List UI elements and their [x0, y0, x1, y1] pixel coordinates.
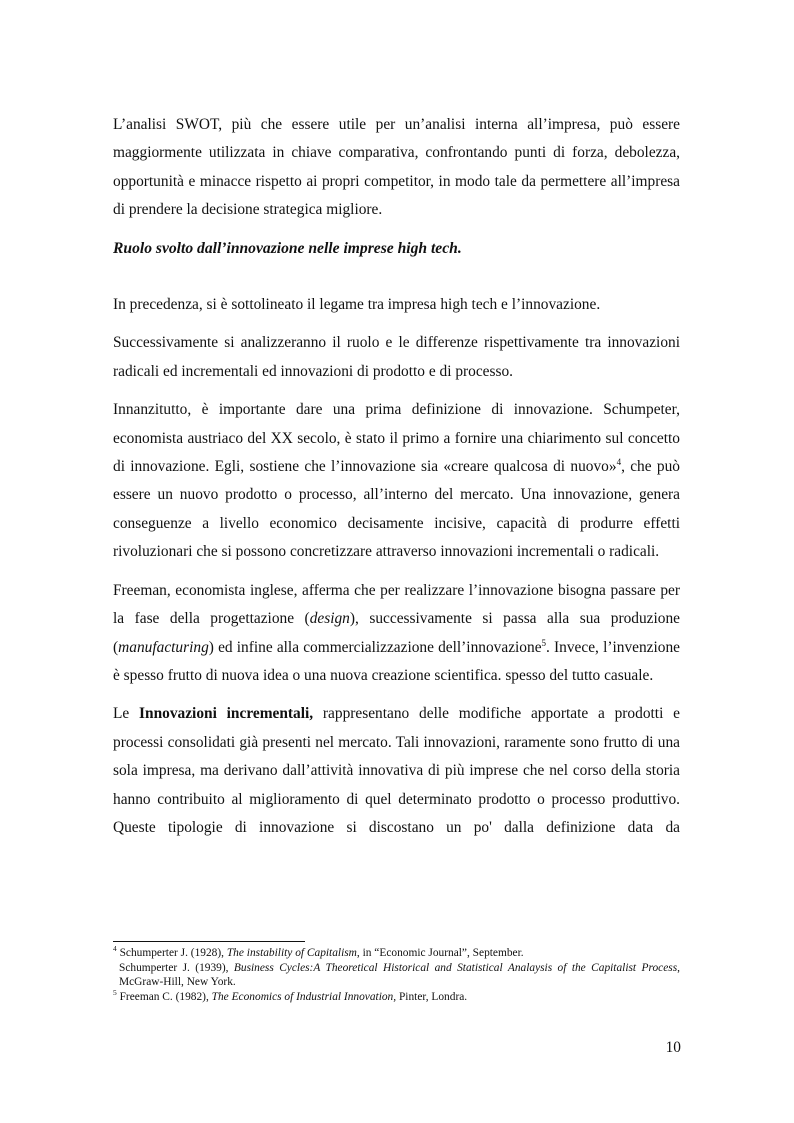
text-span: ) ed infine alla commercializzazione dell’innovazione	[208, 638, 542, 656]
text-span: Pinter, Londra.	[396, 990, 468, 1003]
section-heading: Ruolo svolto dall’innovazione nelle imprese high tech.	[113, 239, 462, 257]
paragraph-successivamente: Successivamente si analizzeranno il ruolo e le differenze rispettivamente tra innovazioni radicali ed incrementali ed innovazioni di prodotto e di processo.	[113, 334, 680, 380]
footnote-number: 5	[113, 987, 117, 997]
text-span: Freeman C. (1982),	[116, 990, 212, 1003]
bold-term: Innovazioni incrementali,	[139, 705, 314, 723]
italic-term-design: design	[309, 610, 350, 628]
text-span: Schumperter J. (1928),	[116, 947, 227, 959]
footnotes	[113, 946, 680, 1004]
text-span: ), successivamente si passa alla sua produzione (	[113, 610, 680, 656]
text-span: , McGraw-Hill, New York.	[119, 961, 680, 989]
page-number: 10	[665, 1039, 681, 1056]
text-span: Le	[113, 705, 140, 723]
paragraph-precedenza: In precedenza, si è sottolineato il legame tra impresa high tech e l’innovazione.	[113, 296, 601, 314]
footnote-ref-4: 4	[616, 456, 622, 467]
italic-term-manufacturing: manufacturing	[118, 638, 209, 656]
text-span: Freeman, economista inglese, afferma che per realizzare l’innovazione bisogna passare per la fase della progettazione (	[113, 581, 680, 628]
footnote-4b	[113, 961, 680, 990]
paragraph-swot: L’analisi SWOT, più che essere utile per un’analisi interna all’impresa, può essere maggiormente utilizzata in chiave comparativa, confrontando punti di forza, debolezza, opportunità e minacce rispetto ai propri competitor, in modo tale da permettere all’impresa di prendere la decisione strategica migliore.	[113, 116, 680, 219]
paragraph-innanzitutto	[113, 396, 680, 566]
text-span: , che può essere un nuovo prodotto o processo, all’interno del mercato. Una innovazione, genera conseguenze a livello economico decisamente incisive, capacità di produrre effetti rivoluzionari che si possono concretizzare attraverso innovazioni incrementali o radicali.	[113, 458, 680, 561]
text-span: Schumperter J. (1939),	[119, 961, 234, 974]
footnote-4a	[113, 946, 680, 961]
footnote-separator	[113, 941, 305, 942]
body-text	[113, 111, 680, 852]
paragraph-freeman	[113, 577, 680, 691]
footnote-title: The instability of Capitalism	[226, 947, 357, 959]
text-span: . Invece, l’invenzione è spesso frutto di nuova idea o una nuova creazione scientifica. spesso del tutto casuale.	[113, 638, 680, 684]
footnote-title: Business Cycles:A Theoretical Historical and Statistical Analaysis of the Capitalist Process	[233, 961, 678, 974]
footnote-number: 4	[113, 944, 117, 954]
footnote-title: The Economics of Industrial Innovation,	[211, 990, 397, 1003]
footnote-ref-5: 5	[541, 637, 547, 648]
footnote-5	[113, 987, 680, 1005]
text-span: Innanzitutto, è importante dare una prima definizione di innovazione. Schumpeter, economista austriaco del XX secolo, è stato il primo a fornire una chiarimento sul concetto di innovazione. Egli, sostiene che l’innovazione sia «creare qualcosa di nuovo»	[113, 401, 680, 476]
text-span: rappresentano delle modifiche apportate a prodotti e processi consolidati già presenti nel mercato. Tali innovazioni, raramente sono frutto di una sola impresa, ma derivano dall’attività innovativa di più imprese che nel corso della storia hanno contribuito al miglioramento di quel determinato prodotto o processo produttivo. Queste tipologie di innovazione si discostano un po' dalla definizione data da	[113, 705, 680, 836]
paragraph-incrementali	[113, 700, 680, 842]
text-span: , in “Economic Journal”, September.	[356, 947, 524, 959]
